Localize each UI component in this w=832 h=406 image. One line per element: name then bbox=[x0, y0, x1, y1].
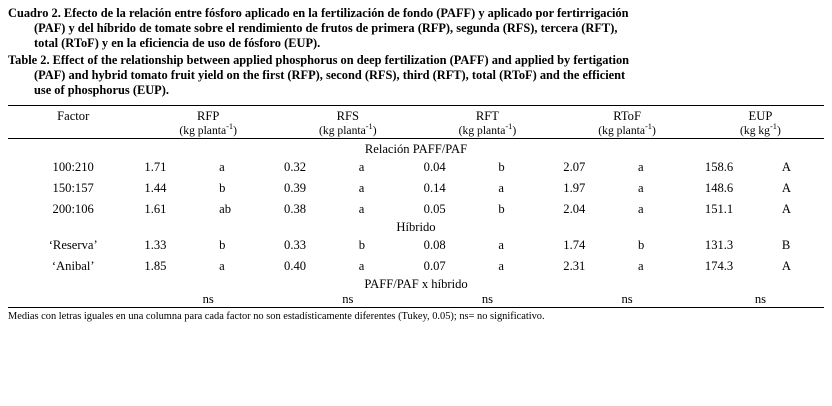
cell-rfs-letter: b bbox=[358, 238, 366, 253]
caption-english-line2: (PAF) and hybrid tomato fruit yield on the first (RFP), second (RFS), third (RFT), total (RToF) and the efficient bbox=[34, 68, 626, 83]
cell-rfs: 0.40 bbox=[284, 259, 307, 274]
cell-rtof-letter: a bbox=[638, 181, 644, 196]
cell-eup-letter: B bbox=[781, 238, 791, 253]
cell-eup-letter: A bbox=[781, 202, 791, 217]
header-factor: Factor bbox=[57, 108, 90, 123]
row-factor: ‘Reserva’ bbox=[48, 238, 98, 253]
cell-rfs-letter: a bbox=[358, 181, 365, 196]
row-factor-empty bbox=[8, 292, 138, 308]
table-row bbox=[8, 256, 824, 277]
cell-rft: 0.04 bbox=[423, 160, 446, 175]
cell-rft: 0.05 bbox=[423, 202, 446, 217]
group-title-hibrido: Híbrido bbox=[396, 220, 436, 235]
row-factor: ‘Anibal’ bbox=[51, 259, 95, 274]
cell-rtof: 1.74 bbox=[563, 238, 586, 253]
caption-english bbox=[8, 53, 824, 98]
cell-rfs: 0.39 bbox=[284, 181, 307, 196]
cell-rtof: 2.07 bbox=[563, 160, 586, 175]
cell-rft-letter: a bbox=[498, 259, 504, 274]
table-row bbox=[8, 157, 824, 178]
cell-rfs-ns: ns bbox=[342, 292, 354, 307]
cell-rtof-letter: a bbox=[638, 160, 644, 175]
cell-eup: 151.1 bbox=[704, 202, 734, 217]
cell-rtof-letter: a bbox=[638, 259, 644, 274]
table-row bbox=[8, 235, 824, 256]
cell-rtof-letter: b bbox=[638, 238, 645, 253]
row-factor: 100:210 bbox=[52, 160, 94, 175]
header-rfp: RFP (kg planta$^{-1}$) bbox=[179, 108, 237, 137]
cell-rft: 0.08 bbox=[423, 238, 446, 253]
cell-rfp-letter: b bbox=[219, 181, 226, 196]
caption-spanish-label: Cuadro 2. bbox=[8, 6, 61, 20]
cell-rft: 0.07 bbox=[423, 259, 446, 274]
cell-eup: 158.6 bbox=[704, 160, 734, 175]
cell-rft: 0.14 bbox=[423, 181, 446, 196]
cell-rfp: 1.85 bbox=[144, 259, 167, 274]
table-header-row bbox=[8, 109, 824, 139]
cell-rtof: 2.04 bbox=[563, 202, 586, 217]
table-row bbox=[8, 178, 824, 199]
cell-rfp-letter: a bbox=[219, 160, 225, 175]
results-table bbox=[8, 105, 824, 324]
cell-rft-letter: a bbox=[498, 238, 504, 253]
cell-eup: 148.6 bbox=[704, 181, 734, 196]
cell-eup-ns: ns bbox=[754, 292, 767, 307]
cell-rfp-letter: ab bbox=[219, 202, 232, 217]
cell-eup-letter: A bbox=[781, 259, 791, 274]
header-rtof: RToF (kg planta$^{-1}$) bbox=[598, 108, 656, 137]
group-title-interaction: PAFF/PAF x híbrido bbox=[364, 277, 468, 292]
header-rft: RFT (kg planta$^{-1}$) bbox=[458, 108, 517, 137]
cell-rfs-letter: a bbox=[358, 202, 365, 217]
cell-rfp: 1.71 bbox=[144, 160, 167, 175]
cell-rfp-ns: ns bbox=[202, 292, 214, 307]
header-rfs: RFS (kg planta$^{-1}$) bbox=[319, 108, 377, 137]
header-eup: EUP (kg $kg^{-1}$) bbox=[740, 108, 781, 137]
caption-spanish-line2: (PAF) y del híbrido de tomate sobre el rendimiento de frutos de primera (RFP), segunda (RFS), tercera (RFT), bbox=[34, 21, 618, 36]
cell-rfp-letter: a bbox=[219, 259, 225, 274]
cell-eup-letter: A bbox=[781, 160, 791, 175]
cell-rfp: 1.33 bbox=[144, 238, 167, 253]
caption-spanish-line3: total (RToF) y en la eficiencia de uso de fósforo (EUP). bbox=[34, 36, 321, 51]
cell-rft-letter: b bbox=[498, 202, 505, 217]
caption-english-line1: Effect of the relationship between applied phosphorus on deep fertilization (PAFF) and applied by fertigation bbox=[52, 53, 630, 68]
row-factor: 150:157 bbox=[52, 181, 94, 196]
cell-rft-letter: b bbox=[498, 160, 505, 175]
cell-rfs-letter: a bbox=[358, 160, 365, 175]
cell-rtof: 2.31 bbox=[563, 259, 586, 274]
caption-english-line3: use of phosphorus (EUP). bbox=[34, 83, 169, 98]
group-title-paff-paf: Relación PAFF/PAF bbox=[364, 142, 468, 157]
table-row bbox=[8, 199, 824, 220]
caption-spanish bbox=[8, 6, 824, 51]
cell-rtof: 1.97 bbox=[563, 181, 586, 196]
cell-rfs: 0.33 bbox=[284, 238, 307, 253]
cell-rtof-ns: ns bbox=[621, 292, 633, 307]
cell-rfp-letter: b bbox=[219, 238, 226, 253]
table-footnote: Medias con letras iguales en una columna para cada factor no son estadísticamente diferentes (Tukey, 0.05); ns= no significativo. bbox=[8, 311, 545, 323]
cell-rft-letter: a bbox=[498, 181, 504, 196]
cell-eup-letter: A bbox=[781, 181, 791, 196]
cell-eup: 131.3 bbox=[704, 238, 734, 253]
table-footnote-row bbox=[8, 311, 824, 323]
cell-rft-ns: ns bbox=[481, 292, 494, 307]
cell-rtof-letter: a bbox=[638, 202, 644, 217]
row-factor: 200:106 bbox=[52, 202, 94, 217]
results-table-wrapper bbox=[8, 105, 824, 324]
caption-spanish-line1: Efecto de la relación entre fósforo aplicado en la fertilización de fondo (PAFF) y aplicado por fertirrigación bbox=[63, 6, 629, 20]
table-row-interaction bbox=[8, 292, 824, 308]
cell-rfs: 0.38 bbox=[284, 202, 307, 217]
cell-eup: 174.3 bbox=[704, 259, 734, 274]
cell-rfs: 0.32 bbox=[284, 160, 307, 175]
cell-rfp: 1.61 bbox=[144, 202, 167, 217]
cell-rfp: 1.44 bbox=[144, 181, 167, 196]
caption-english-label: Table 2. bbox=[8, 53, 50, 68]
cell-rfs-letter: a bbox=[358, 259, 365, 274]
